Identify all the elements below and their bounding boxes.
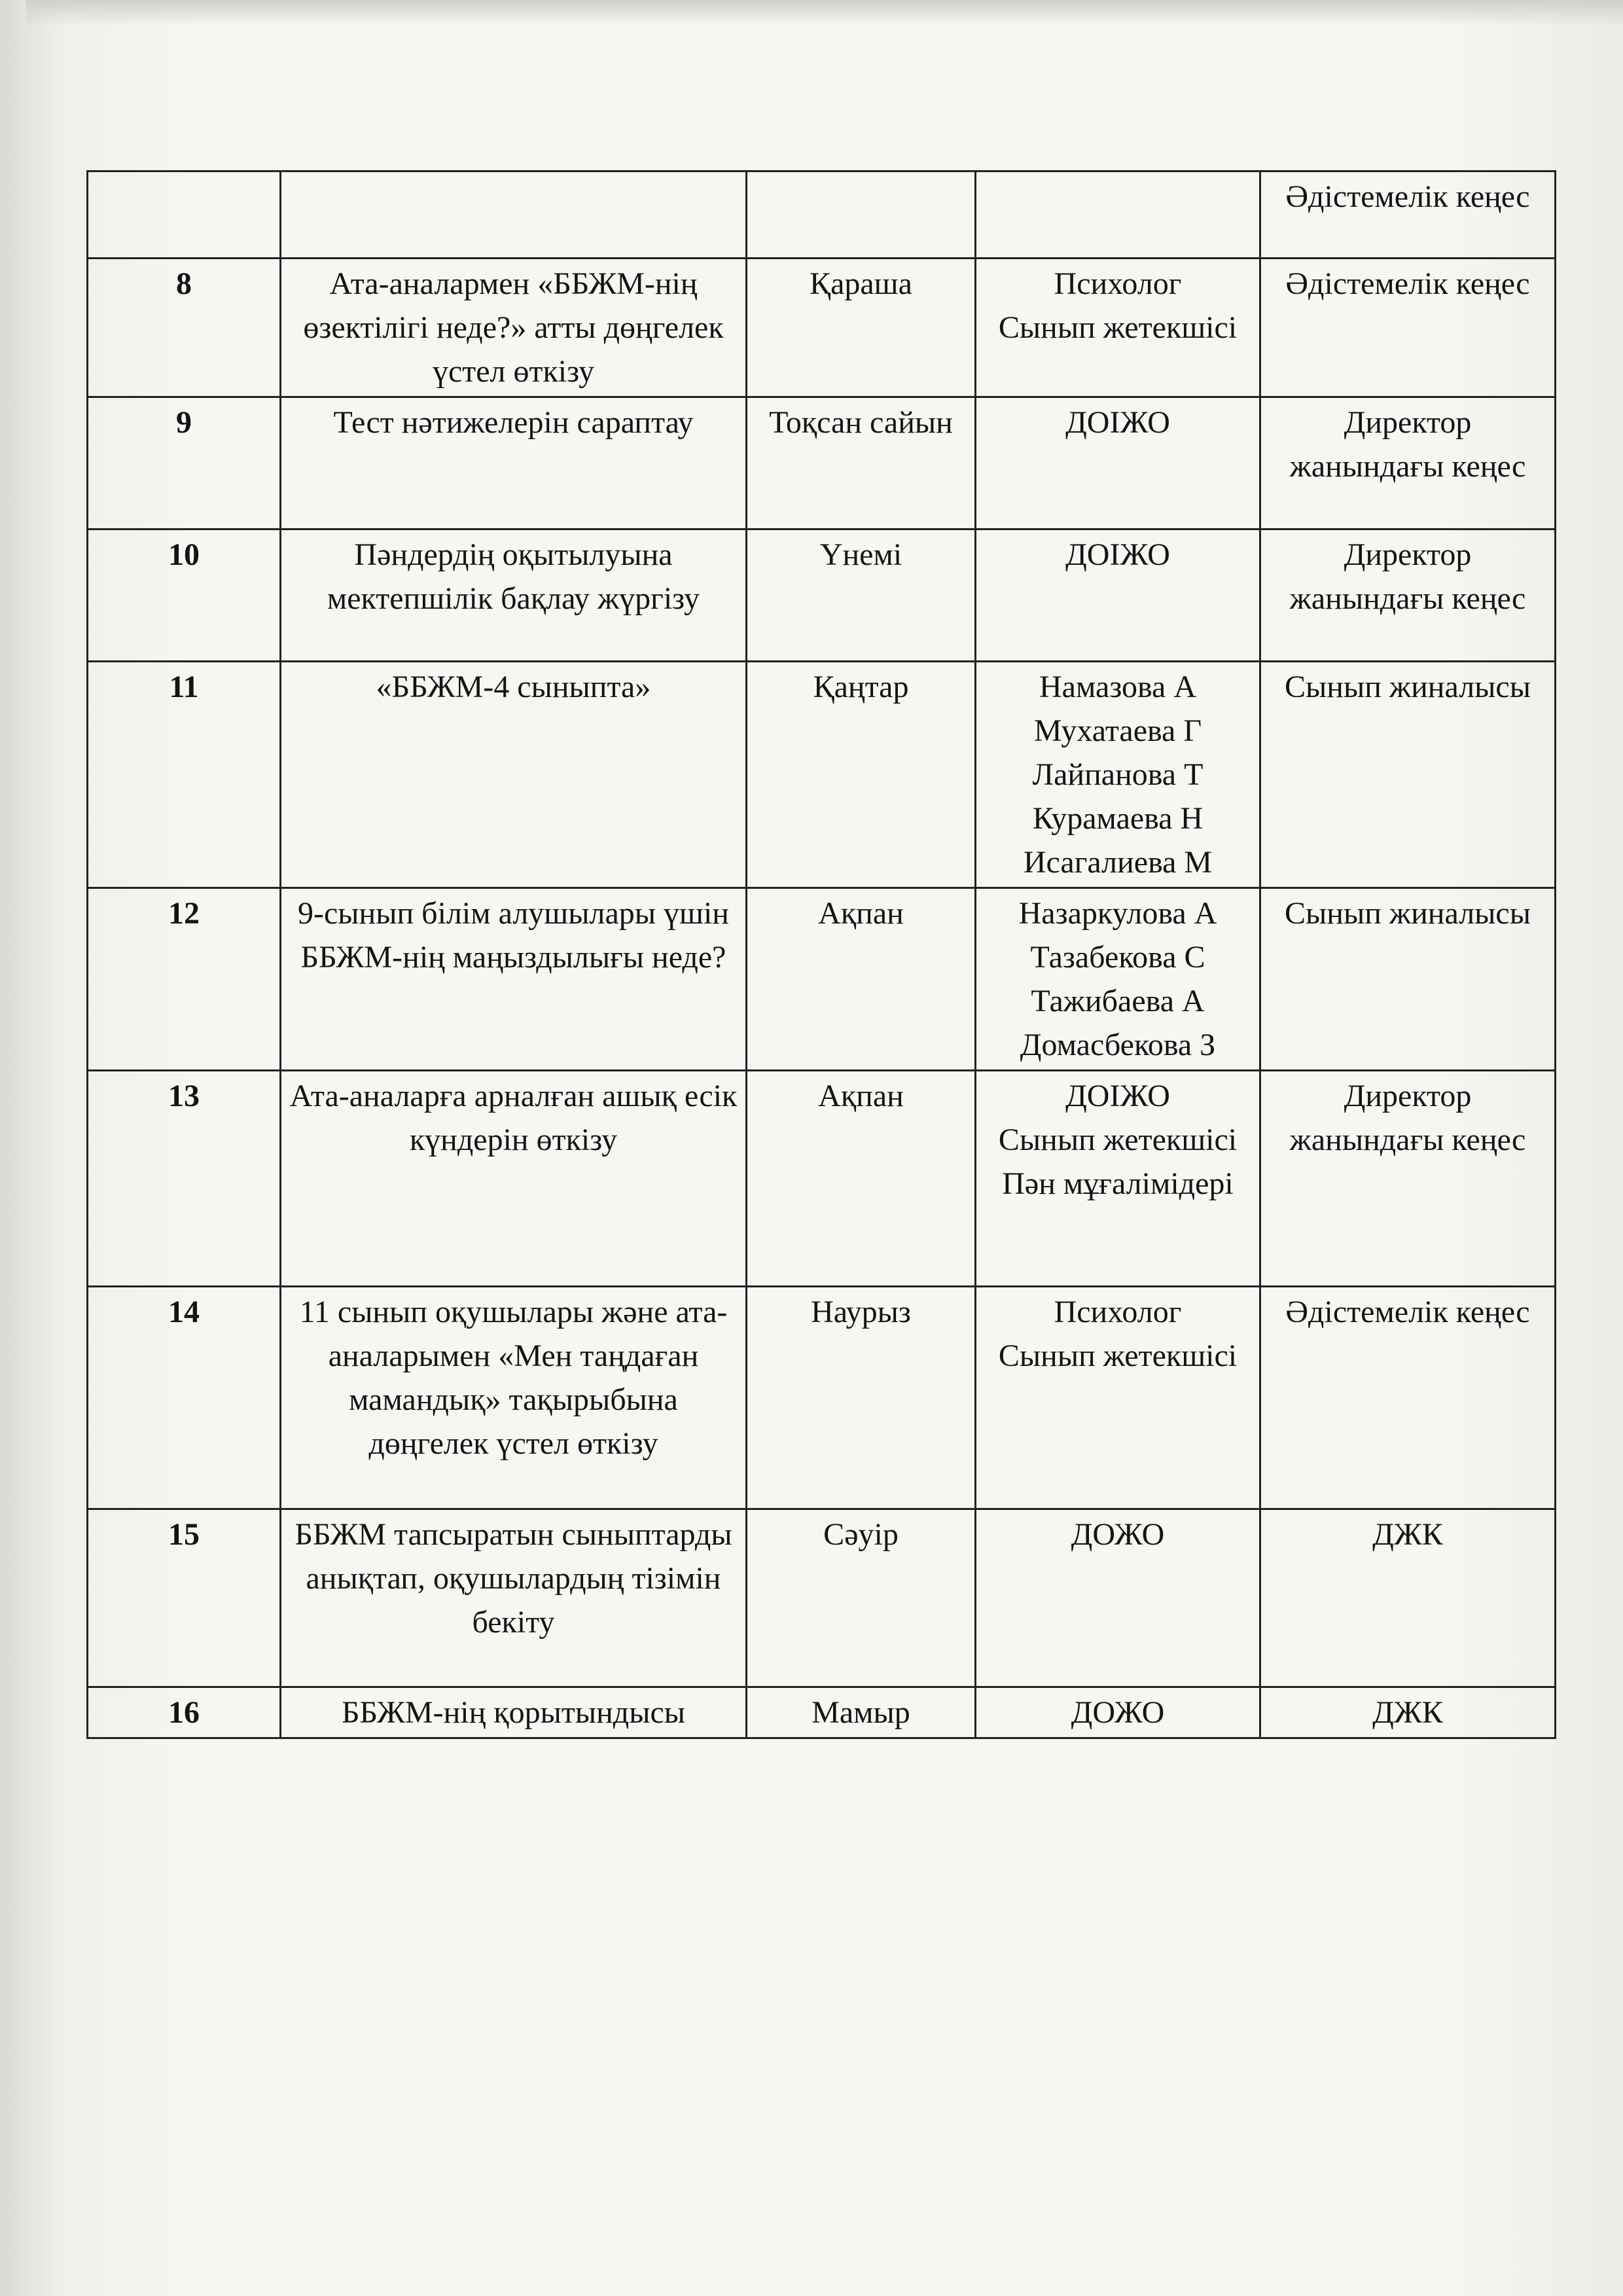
table-row xyxy=(88,1509,1556,1687)
outcome-cell: ДЖК xyxy=(1260,1509,1556,1687)
event-cell xyxy=(281,171,747,259)
term-cell: Сәуір xyxy=(747,1509,976,1687)
responsible-name: Сынып жетекшісі xyxy=(998,310,1238,345)
row-number: 10 xyxy=(88,529,281,662)
responsible-name: Исагалиева М xyxy=(1023,845,1213,880)
responsible-name: Пән мұғалімідері xyxy=(1002,1166,1234,1201)
table-row xyxy=(88,1287,1556,1509)
responsible-name: Тазабекова С xyxy=(1030,940,1205,975)
outcome-cell: Сынып жиналысы xyxy=(1260,888,1556,1071)
outcome-cell: Әдістемелік кеңес xyxy=(1260,259,1556,397)
term-cell: Мамыр xyxy=(747,1687,976,1738)
responsible-cell xyxy=(976,259,1260,397)
table-row xyxy=(88,1687,1556,1738)
row-number: 12 xyxy=(88,888,281,1071)
outcome-cell: Директор жанындағы кеңес xyxy=(1260,529,1556,662)
table-row xyxy=(88,888,1556,1071)
event-cell: Тест нәтижелерін сараптау xyxy=(281,397,747,529)
term-cell: Наурыз xyxy=(747,1287,976,1509)
responsible-name: Лайпанова Т xyxy=(1032,757,1204,792)
table-row xyxy=(88,1071,1556,1287)
responsible-name: Намазова А xyxy=(1039,670,1196,704)
term-cell: Қаңтар xyxy=(747,662,976,888)
responsible-name: Сынып жетекшісі xyxy=(998,1122,1238,1157)
responsible-name: ДОІЖО xyxy=(1065,537,1170,572)
page-edge-shadow xyxy=(26,0,1623,26)
term-cell: Ақпан xyxy=(747,1071,976,1287)
event-cell: Пәндердің оқытылуына мектепшілік бақлау жүргізу xyxy=(281,529,747,662)
outcome-cell: ДЖК xyxy=(1260,1687,1556,1738)
responsible-name: Тажибаева А xyxy=(1031,984,1205,1018)
row-number: 14 xyxy=(88,1287,281,1509)
responsible-name: ДОІЖО xyxy=(1065,1079,1170,1113)
responsible-name: Психолог xyxy=(1054,1295,1182,1329)
row-number xyxy=(88,171,281,259)
row-number: 13 xyxy=(88,1071,281,1287)
outcome-cell: Директор жанындағы кеңес xyxy=(1260,1071,1556,1287)
responsible-cell xyxy=(976,1687,1260,1738)
term-cell: Тоқсан сайын xyxy=(747,397,976,529)
table-row xyxy=(88,171,1556,259)
event-cell: 11 сынып оқушылары және ата-аналарымен «Мен таңдаған мамандық» тақырыбына дөңгелек үстел өткізу xyxy=(281,1287,747,1509)
table-row xyxy=(88,662,1556,888)
responsible-cell xyxy=(976,1071,1260,1287)
event-cell: «ББЖМ-4 сыныпта» xyxy=(281,662,747,888)
responsible-name: ДОІЖО xyxy=(1065,405,1170,440)
responsible-cell xyxy=(976,171,1260,259)
responsible-name: Психолог xyxy=(1054,266,1182,301)
responsible-name: ДОЖО xyxy=(1071,1517,1165,1552)
responsible-cell xyxy=(976,1509,1260,1687)
responsible-cell xyxy=(976,397,1260,529)
event-cell: Ата-аналарға арналған ашық есік күндерін өткізу xyxy=(281,1071,747,1287)
event-cell: ББЖМ-нің қорытындысы xyxy=(281,1687,747,1738)
plan-table xyxy=(86,170,1556,1739)
table-row xyxy=(88,259,1556,397)
responsible-name: Назаркулова А xyxy=(1018,896,1217,931)
term-cell: Қараша xyxy=(747,259,976,397)
row-number: 15 xyxy=(88,1509,281,1687)
term-cell: Үнемі xyxy=(747,529,976,662)
responsible-name: Мухатаева Г xyxy=(1033,713,1202,748)
event-cell: ББЖМ тапсыратын сыныптарды анықтап, оқушылардың тізімін бекіту xyxy=(281,1509,747,1687)
responsible-cell xyxy=(976,888,1260,1071)
outcome-cell: Әдістемелік кеңес xyxy=(1260,1287,1556,1509)
responsible-cell xyxy=(976,1287,1260,1509)
event-cell: Ата-аналармен «ББЖМ-нің өзектілігі неде?» атты дөңгелек үстел өткізу xyxy=(281,259,747,397)
responsible-cell xyxy=(976,662,1260,888)
responsible-name: Курамаева Н xyxy=(1032,801,1204,836)
row-number: 11 xyxy=(88,662,281,888)
responsible-name: Сынып жетекшісі xyxy=(998,1338,1238,1373)
term-cell: Ақпан xyxy=(747,888,976,1071)
outcome-cell: Әдістемелік кеңес xyxy=(1260,171,1556,259)
row-number: 9 xyxy=(88,397,281,529)
table-row xyxy=(88,397,1556,529)
row-number: 8 xyxy=(88,259,281,397)
event-cell: 9-сынып білім алушылары үшін ББЖМ-нің маңыздылығы неде? xyxy=(281,888,747,1071)
responsible-name: ДОЖО xyxy=(1071,1695,1165,1730)
outcome-cell: Сынып жиналысы xyxy=(1260,662,1556,888)
term-cell xyxy=(747,171,976,259)
responsible-cell xyxy=(976,529,1260,662)
outcome-cell: Директор жанындағы кеңес xyxy=(1260,397,1556,529)
responsible-name: Домасбекова З xyxy=(1020,1028,1216,1062)
table-row xyxy=(88,529,1556,662)
row-number: 16 xyxy=(88,1687,281,1738)
